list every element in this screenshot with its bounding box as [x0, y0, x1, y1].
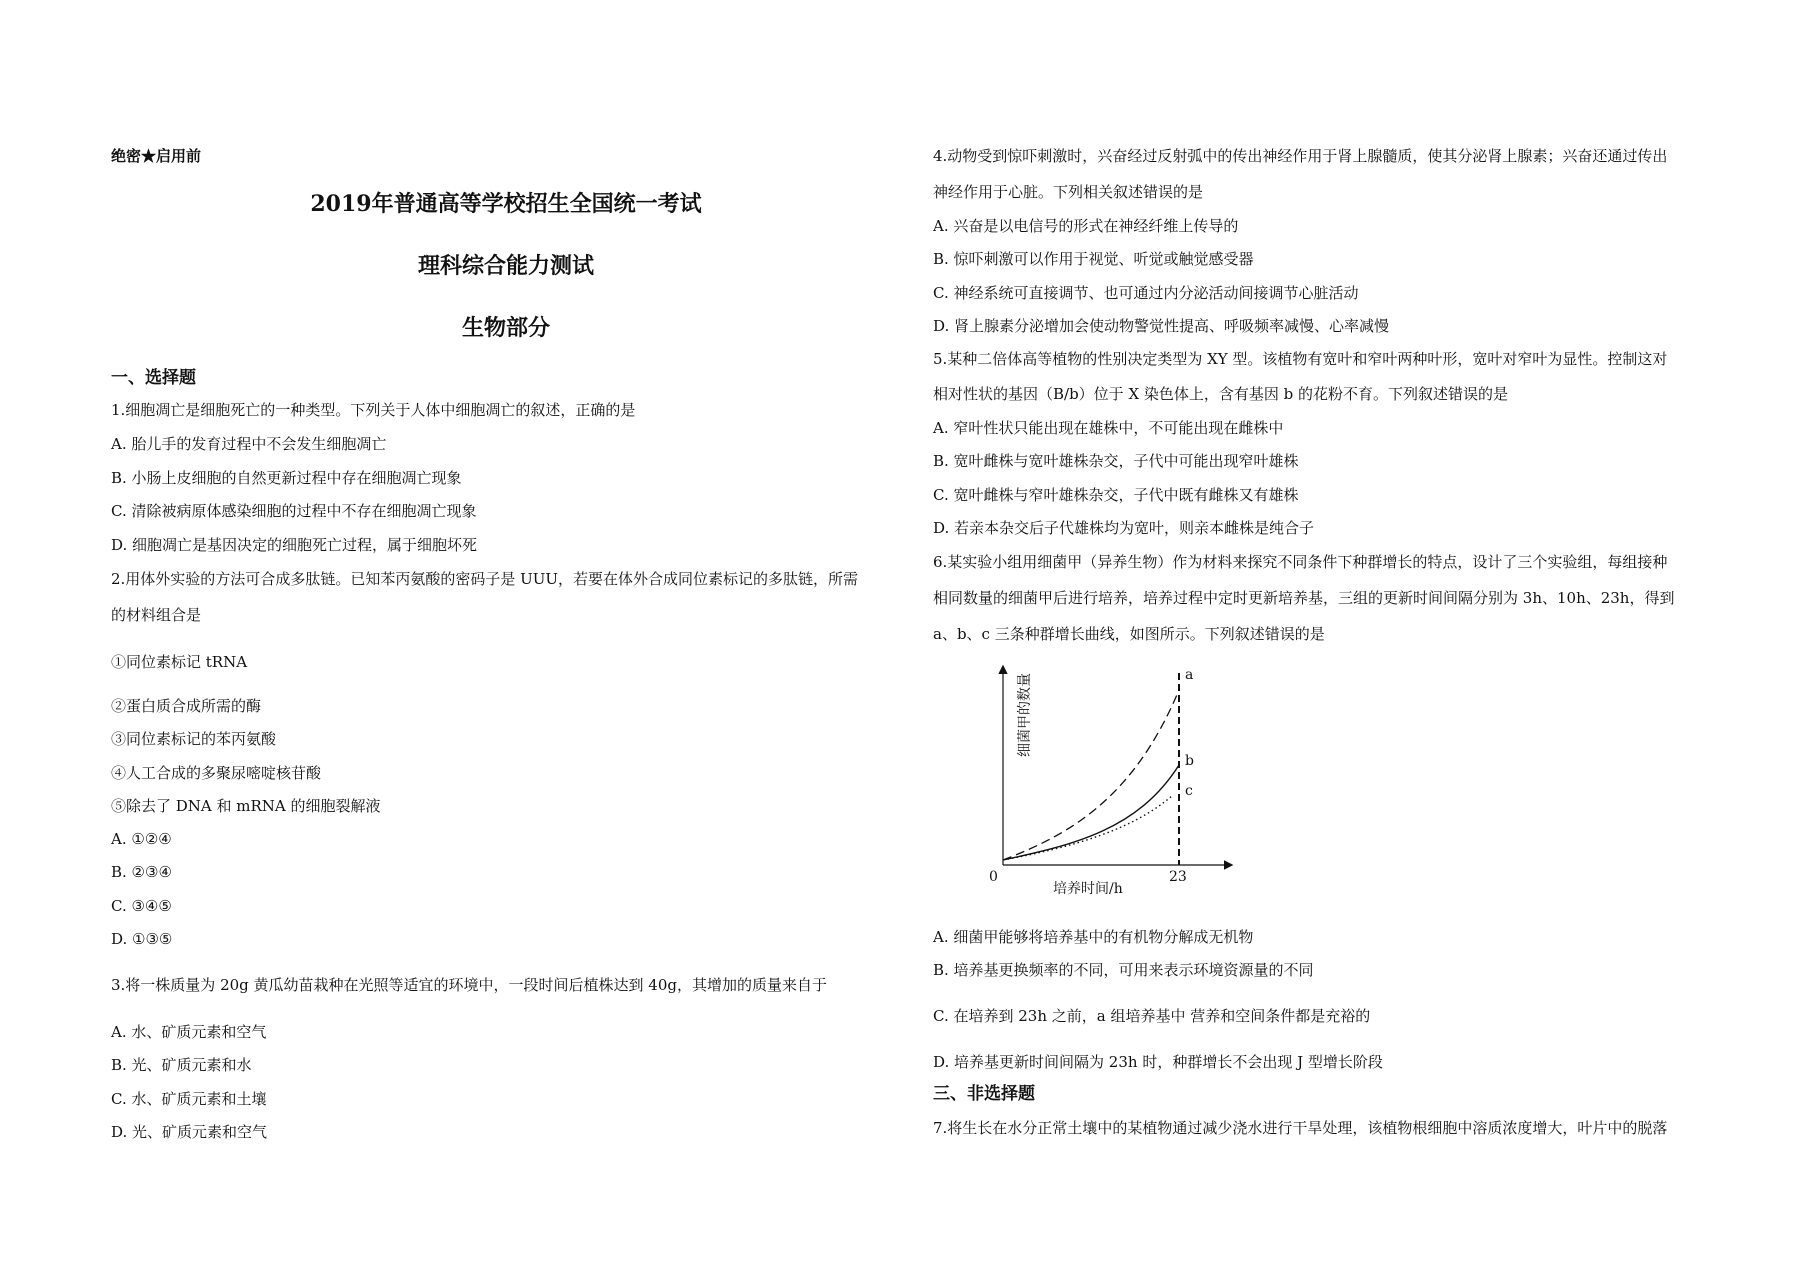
q2-option-c: C. ③④⑤: [111, 897, 172, 915]
q3-option-a: A. 水、矿质元素和空气: [111, 1023, 267, 1041]
q2-stem-line2: 的材料组合是: [111, 606, 202, 624]
q6-option-a: A. 细菌甲能够将培养基中的有机物分解成无机物: [933, 928, 1254, 946]
section-nonchoice: 三、非选择题: [933, 1084, 1035, 1104]
q2-option-a: A. ①②④: [111, 830, 172, 848]
q5-stem-line2: 相对性状的基因（B/b）位于 X 染色体上，含有基因 b 的花粉不育。下列叙述错误的是: [933, 385, 1509, 403]
q2-option-d: D. ①③⑤: [111, 930, 173, 948]
secret-label: 绝密★启用前: [111, 147, 202, 165]
q5-option-c: C. 宽叶雌株与窄叶雄株杂交，子代中既有雌株又有雄株: [933, 486, 1299, 504]
q2-option-b: B. ②③④: [111, 863, 172, 881]
curve-b-label: b: [1185, 753, 1194, 769]
q5-stem-line1: 5.某种二倍体高等植物的性别决定类型为 XY 型。该植物有宽叶和窄叶两种叶形，宽叶对窄叶为显性。控制这对: [933, 350, 1668, 368]
q4-option-b: B. 惊吓刺激可以作用于视觉、听觉或触觉感受器: [933, 250, 1254, 268]
q2-item-4: ④人工合成的多聚尿嘧啶核苷酸: [111, 764, 322, 782]
graph-origin: 0: [989, 869, 998, 885]
q7-stem: 7.将生长在水分正常土壤中的某植物通过减少浇水进行干旱处理，该植物根细胞中溶质浓度增大，叶片中的脱落: [933, 1119, 1668, 1137]
curve-c: [1003, 795, 1173, 860]
curve-a-label: a: [1185, 667, 1194, 683]
q2-item-1: ①同位素标记 tRNA: [111, 653, 248, 671]
q3-option-d: D. 光、矿质元素和空气: [111, 1123, 268, 1141]
q1-stem: 1.细胞凋亡是细胞死亡的一种类型。下列关于人体中细胞凋亡的叙述，正确的是: [111, 401, 636, 419]
graph-xlabel: 培养时间/h: [1053, 881, 1123, 897]
q4-option-a: A. 兴奋是以电信号的形式在神经纤维上传导的: [933, 217, 1239, 235]
q6-option-d: D. 培养基更新时间间隔为 23h 时，种群增长不会出现 J 型增长阶段: [933, 1053, 1383, 1071]
q4-stem-line1: 4.动物受到惊吓刺激时，兴奋经过反射弧中的传出神经作用于肾上腺髓质，使其分泌肾上腺素；兴奋还通过传出: [933, 147, 1668, 165]
exam-part: 生物部分: [461, 315, 550, 341]
graph-xtick-23: 23: [1169, 869, 1187, 885]
q1-option-d: D. 细胞凋亡是基因决定的细胞死亡过程，属于细胞坏死: [111, 536, 478, 554]
q2-item-2: ②蛋白质合成所需的酶: [111, 697, 262, 715]
q5-option-b: B. 宽叶雌株与宽叶雄株杂交，子代中可能出现窄叶雄株: [933, 452, 1299, 470]
q3-option-c: C. 水、矿质元素和土壤: [111, 1090, 267, 1108]
graph-ylabel: 细菌甲的数量: [1017, 673, 1033, 757]
q2-item-5: ⑤除去了 DNA 和 mRNA 的细胞裂解液: [111, 797, 381, 815]
curve-c-label: c: [1185, 783, 1193, 799]
q2-stem-line1: 2.用体外实验的方法可合成多肽链。已知苯丙氨酸的密码子是 UUU，若要在体外合成同位素标记的多肽链，所需: [111, 570, 859, 588]
q1-option-a: A. 胎儿手的发育过程中不会发生细胞凋亡: [111, 435, 387, 453]
q4-option-d: D. 肾上腺素分泌增加会使动物警觉性提高、呼吸频率减慢、心率减慢: [933, 317, 1390, 335]
q3-stem: 3.将一株质量为 20g 黄瓜幼苗栽种在光照等适宜的环境中，一段时间后植株达到 40g，其增加的质量来自于: [111, 976, 827, 994]
q4-stem-line2: 神经作用于心脏。下列相关叙述错误的是: [933, 183, 1204, 201]
q6-stem-line2: 相同数量的细菌甲后进行培养，培养过程中定时更新培养基，三组的更新时间间隔分别为 3h、10h、23h，得到: [933, 589, 1675, 607]
exam-title: 2019年普通高等学校招生全国统一考试: [310, 191, 702, 217]
q2-item-3: ③同位素标记的苯丙氨酸: [111, 730, 277, 748]
q5-option-a: A. 窄叶性状只能出现在雄株中，不可能出现在雌株中: [933, 419, 1284, 437]
growth-curve-figure: [973, 655, 1253, 905]
section-choice: 一、选择题: [111, 368, 196, 388]
q6-stem-line1: 6.某实验小组用细菌甲（异养生物）作为材料来探究不同条件下种群增长的特点，设计了三个实验组，每组接种: [933, 553, 1668, 571]
q5-option-d: D. 若亲本杂交后子代雄株均为宽叶，则亲本雌株是纯合子: [933, 519, 1315, 537]
exam-subtitle: 理科综合能力测试: [417, 253, 594, 279]
q6-option-b: B. 培养基更换频率的不同，可用来表示环境资源量的不同: [933, 961, 1314, 979]
q1-option-c: C. 清除被病原体感染细胞的过程中不存在细胞凋亡现象: [111, 502, 477, 520]
q6-stem-line3: a、b、c 三条种群增长曲线，如图所示。下列叙述错误的是: [933, 625, 1325, 643]
q1-option-b: B. 小肠上皮细胞的自然更新过程中存在细胞凋亡现象: [111, 469, 462, 487]
q6-option-c: C. 在培养到 23h 之前，a 组培养基中 营养和空间条件都是充裕的: [933, 1007, 1371, 1025]
q3-option-b: B. 光、矿质元素和水: [111, 1056, 252, 1074]
q4-option-c: C. 神经系统可直接调节、也可通过内分泌活动间接调节心脏活动: [933, 284, 1359, 302]
